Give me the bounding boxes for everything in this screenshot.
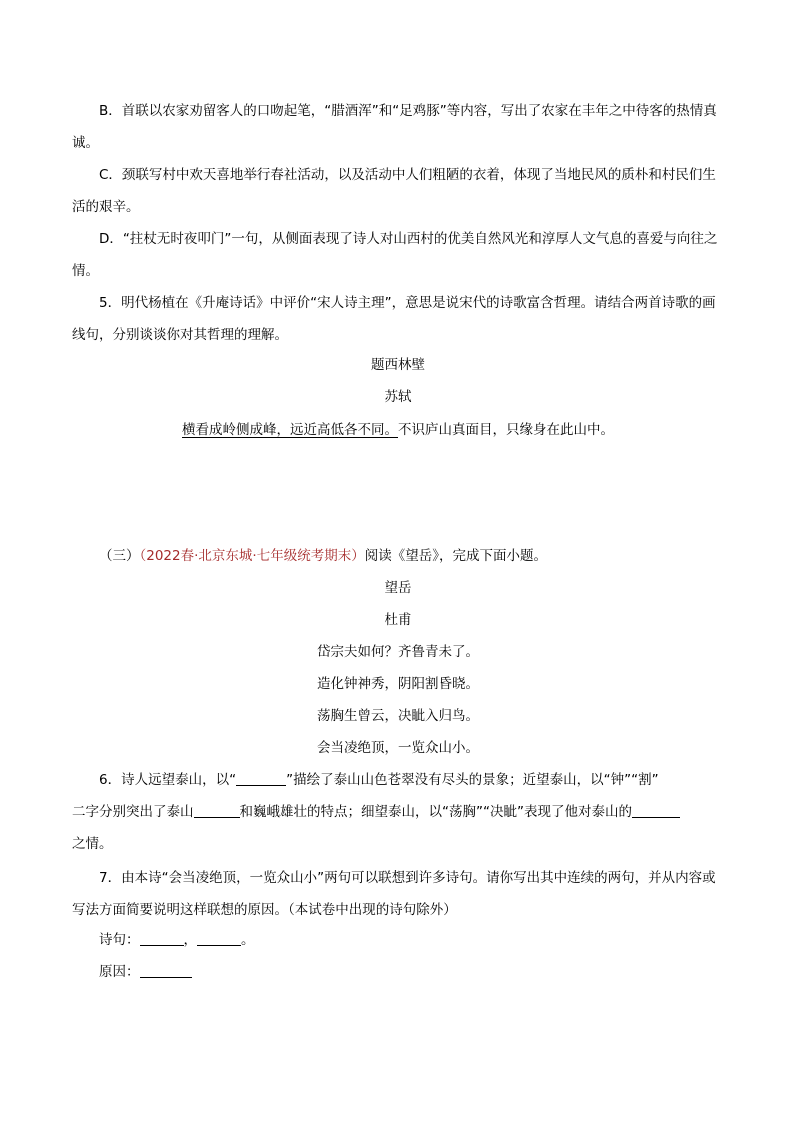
section3-instruction: 阅读《望岳》，完成下面小题。 bbox=[364, 548, 547, 564]
reason-label: 原因： bbox=[99, 964, 140, 980]
poem-label: 诗句： bbox=[99, 932, 140, 948]
question-6-line3: 之情。 bbox=[72, 836, 113, 852]
q6-part3: 二字分别突出了泰山 bbox=[72, 804, 194, 820]
question-6-line1 bbox=[72, 770, 724, 790]
answer-blank[interactable] bbox=[140, 963, 192, 978]
answer-blank[interactable] bbox=[140, 931, 184, 946]
answer-blank[interactable] bbox=[197, 931, 241, 946]
section3-header bbox=[99, 546, 751, 566]
poem1-text bbox=[72, 420, 724, 440]
poem1-title: 题西林壁 bbox=[371, 357, 425, 373]
section3-source: （2022春·北京东城·七年级统考期末） bbox=[139, 548, 365, 564]
q6-part4: 和巍峨雄壮的特点；细望泰山，以“荡胸”“决眦”表现了他对泰山的 bbox=[239, 804, 632, 820]
reason-answer-line bbox=[72, 962, 724, 982]
poem1-underlined-line: 横看成岭侧成峰，远近高低各不同。 bbox=[182, 422, 398, 438]
q6-part1: 6．诗人远望泰山，以“ bbox=[99, 772, 237, 788]
period: 。 bbox=[241, 932, 255, 948]
answer-blank[interactable] bbox=[632, 803, 680, 818]
option-d: D．“拄杖无时夜叩门”一句，从侧面表现了诗人对山西村的优美自然风光和淳厚人文气息的喜爱与向往之情。 bbox=[72, 231, 718, 279]
poem2-line: 荡胸生曾云，决眦入归鸟。 bbox=[317, 708, 479, 724]
poem2-line: 会当凌绝顶，一览众山小。 bbox=[317, 740, 479, 756]
poem2-author: 杜甫 bbox=[384, 612, 412, 628]
section3-prefix: （三） bbox=[99, 548, 140, 564]
question-5: 5．明代杨植在《升庵诗话》中评价“宋人诗主理”，意思是说宋代的诗歌富含哲理。请结合两首诗歌的画线句，分别谈谈你对其哲理的理解。 bbox=[72, 295, 716, 343]
poem1-author: 苏轼 bbox=[384, 389, 412, 405]
poem2-line: 造化钟神秀，阴阳割昏晓。 bbox=[317, 676, 479, 692]
option-c: C．颈联写村中欢天喜地举行春社活动，以及活动中人们粗陋的衣着，体现了当地民风的质朴和村民们生活的艰辛。 bbox=[72, 167, 716, 215]
poem2-line: 岱宗夫如何？齐鲁青未了。 bbox=[317, 644, 479, 660]
poem2-title: 望岳 bbox=[384, 580, 412, 596]
question-6-line2 bbox=[72, 802, 724, 822]
option-b: B．首联以农家劝留客人的口吻起笔，“腊酒浑”和“足鸡豚”等内容，写出了农家在丰年之中待客的热情真诚。 bbox=[72, 103, 717, 151]
poem-answer-line bbox=[72, 930, 724, 950]
comma: ， bbox=[183, 932, 197, 948]
poem1-rest-line: 不识庐山真面目，只缘身在此山中。 bbox=[398, 422, 614, 438]
question-7: 7．由本诗“会当凌绝顶，一览众山小”两句可以联想到许多诗句。请你写出其中连续的两句，并从内容或写法方面简要说明这样联想的原因。（本试卷中出现的诗句除外） bbox=[72, 870, 716, 918]
answer-blank[interactable] bbox=[194, 803, 240, 818]
q6-part2: ”描绘了泰山山色苍翠没有尽头的景象；近望泰山，以“钟”“割” bbox=[286, 772, 659, 788]
answer-blank[interactable] bbox=[236, 771, 286, 786]
